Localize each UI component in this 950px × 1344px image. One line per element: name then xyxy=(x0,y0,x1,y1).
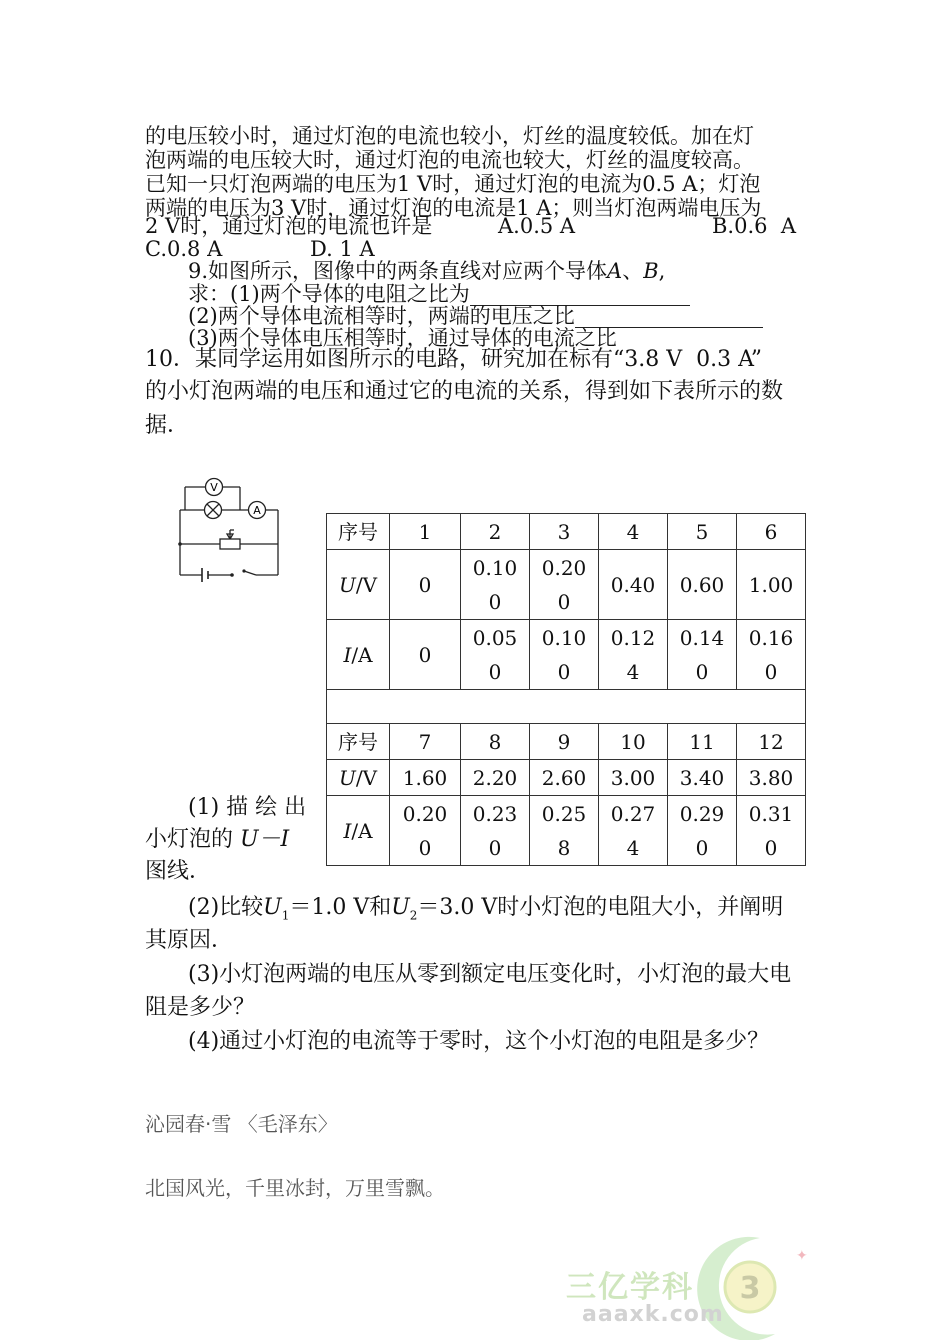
index-cell: 9 xyxy=(530,724,599,760)
index-cell: 5 xyxy=(668,514,737,550)
table-cell: 0.60 xyxy=(668,550,737,620)
table-row xyxy=(327,620,806,690)
row-label: U/V xyxy=(327,550,390,620)
q8-option-c: C.0.8 A xyxy=(145,237,223,261)
table-cell: 0 xyxy=(390,620,461,690)
index-cell: 10 xyxy=(599,724,668,760)
voltmeter-label: V xyxy=(210,481,218,494)
q10-line-2: 的小灯泡两端的电压和通过它的电流的关系，得到如下表所示的数 xyxy=(145,379,784,404)
poem-title: 沁园春·雪 〈毛泽东〉 xyxy=(145,1112,338,1136)
svg-text:✦: ✦ xyxy=(796,1248,808,1264)
table-cell: 0.10 0 xyxy=(530,620,599,690)
q10-sub2-line-1: (2)比较$U_1=1.0$ V和$U_2=3.0$ V时小灯泡的电阻大小，并阐明 xyxy=(188,895,784,923)
q10-sub1-line-1: (1) 描 绘 出 xyxy=(188,795,307,820)
row-label: I/A xyxy=(327,796,390,866)
table-row xyxy=(327,724,806,760)
table-cell: 0.16 0 xyxy=(737,620,806,690)
table-cell: 1.00 xyxy=(737,550,806,620)
q8-option-b: B.0.6 A xyxy=(712,214,797,238)
table-cell: 0.29 0 xyxy=(668,796,737,866)
table-cell: 1.60 xyxy=(390,760,461,796)
q9-line-2: 求：(1)两个导体的电阻之比为 xyxy=(188,282,690,306)
index-cell: 7 xyxy=(390,724,461,760)
table-cell: 0.12 4 xyxy=(599,620,668,690)
badge-number: 3 xyxy=(739,1271,761,1306)
index-cell: 1 xyxy=(390,514,461,550)
index-cell: 11 xyxy=(668,724,737,760)
watermark-name: 三亿学科 xyxy=(566,1270,694,1305)
q10-sub1-line-3: 图线． xyxy=(145,859,212,884)
table-cell: 0 xyxy=(390,550,461,620)
data-table xyxy=(326,513,806,866)
answer-blank[interactable] xyxy=(470,285,690,306)
table-row xyxy=(327,760,806,796)
watermark-url: aaaxk.com xyxy=(582,1302,724,1327)
q9-line-4: (3)两个导体电压相等时，通过导体的电流之比 xyxy=(188,326,617,350)
table-row xyxy=(327,796,806,866)
q8-line-2: 泡两端的电压较大时，通过灯泡的电流也较大，灯丝的温度较高。 xyxy=(145,148,754,172)
table-row xyxy=(327,550,806,620)
q10-sub1-line-2: 小灯泡的 U－I xyxy=(145,827,290,852)
table-cell: 0.23 0 xyxy=(461,796,530,866)
q10-sub3-line-2: 阻是多少？ xyxy=(145,995,256,1020)
q10-line-3: 据． xyxy=(145,413,190,438)
table-cell: 0.20 0 xyxy=(390,796,461,866)
header-label: 序号 xyxy=(327,724,390,760)
watermark xyxy=(560,1230,820,1340)
table-cell: 3.80 xyxy=(737,760,806,796)
table-cell: 3.40 xyxy=(668,760,737,796)
table-row xyxy=(327,514,806,550)
table-cell: 0.20 0 xyxy=(530,550,599,620)
table-cell: 3.00 xyxy=(599,760,668,796)
table-cell: 2.20 xyxy=(461,760,530,796)
table-cell: 0.10 0 xyxy=(461,550,530,620)
q8-line-4: 两端的电压为3 V时，通过灯泡的电流是1 A；则当灯泡两端电压为 xyxy=(145,196,762,220)
header-label: 序号 xyxy=(327,514,390,550)
row-label: U/V xyxy=(327,760,390,796)
q9-line-3: (2)两个导体电流相等时，两端的电压之比 xyxy=(188,304,763,328)
index-cell: 2 xyxy=(461,514,530,550)
table-cell: 0.25 8 xyxy=(530,796,599,866)
table-cell: 0.27 4 xyxy=(599,796,668,866)
q8-line-3: 已知一只灯泡两端的电压为1 V时，通过灯泡的电流为0.5 A；灯泡 xyxy=(145,172,761,196)
table-cell: 0.05 0 xyxy=(461,620,530,690)
circuit-diagram xyxy=(172,475,292,585)
q10-sub4-line: (4)通过小灯泡的电流等于零时，这个小灯泡的电阻是多少？ xyxy=(188,1029,770,1054)
q9-line-1: 9.如图所示，图像中的两条直线对应两个导体A、B, xyxy=(188,259,666,283)
table-cell: 0.14 0 xyxy=(668,620,737,690)
q10-sub2-line-2: 其原因． xyxy=(145,928,234,953)
table-cell: 0.31 0 xyxy=(737,796,806,866)
index-cell: 12 xyxy=(737,724,806,760)
q8-line-5: 2 V时，通过灯泡的电流也许是 xyxy=(145,214,433,238)
index-cell: 3 xyxy=(530,514,599,550)
table-cell: 0.40 xyxy=(599,550,668,620)
index-cell: 6 xyxy=(737,514,806,550)
table-cell: 2.60 xyxy=(530,760,599,796)
answer-blank[interactable] xyxy=(575,307,763,328)
poem-line-1: 北国风光，千里冰封，万里雪飘。 xyxy=(145,1176,445,1200)
q10-sub3-line-1: (3)小灯泡两端的电压从零到额定电压变化时，小灯泡的最大电 xyxy=(188,962,792,987)
table-spacer-row xyxy=(327,690,806,724)
q8-line-1: 的电压较小时，通过灯泡的电流也较小，灯丝的温度较低。加在灯 xyxy=(145,124,754,148)
row-label: I/A xyxy=(327,620,390,690)
index-cell: 8 xyxy=(461,724,530,760)
q8-option-a: A.0.5 A xyxy=(498,214,576,238)
index-cell: 4 xyxy=(599,514,668,550)
q8-option-d: D. 1 A xyxy=(310,237,375,261)
q10-line-1: 10．某同学运用如图所示的电路，研究加在标有“3.8 V 0.3 A” xyxy=(145,347,762,372)
ammeter-label: A xyxy=(253,504,261,517)
